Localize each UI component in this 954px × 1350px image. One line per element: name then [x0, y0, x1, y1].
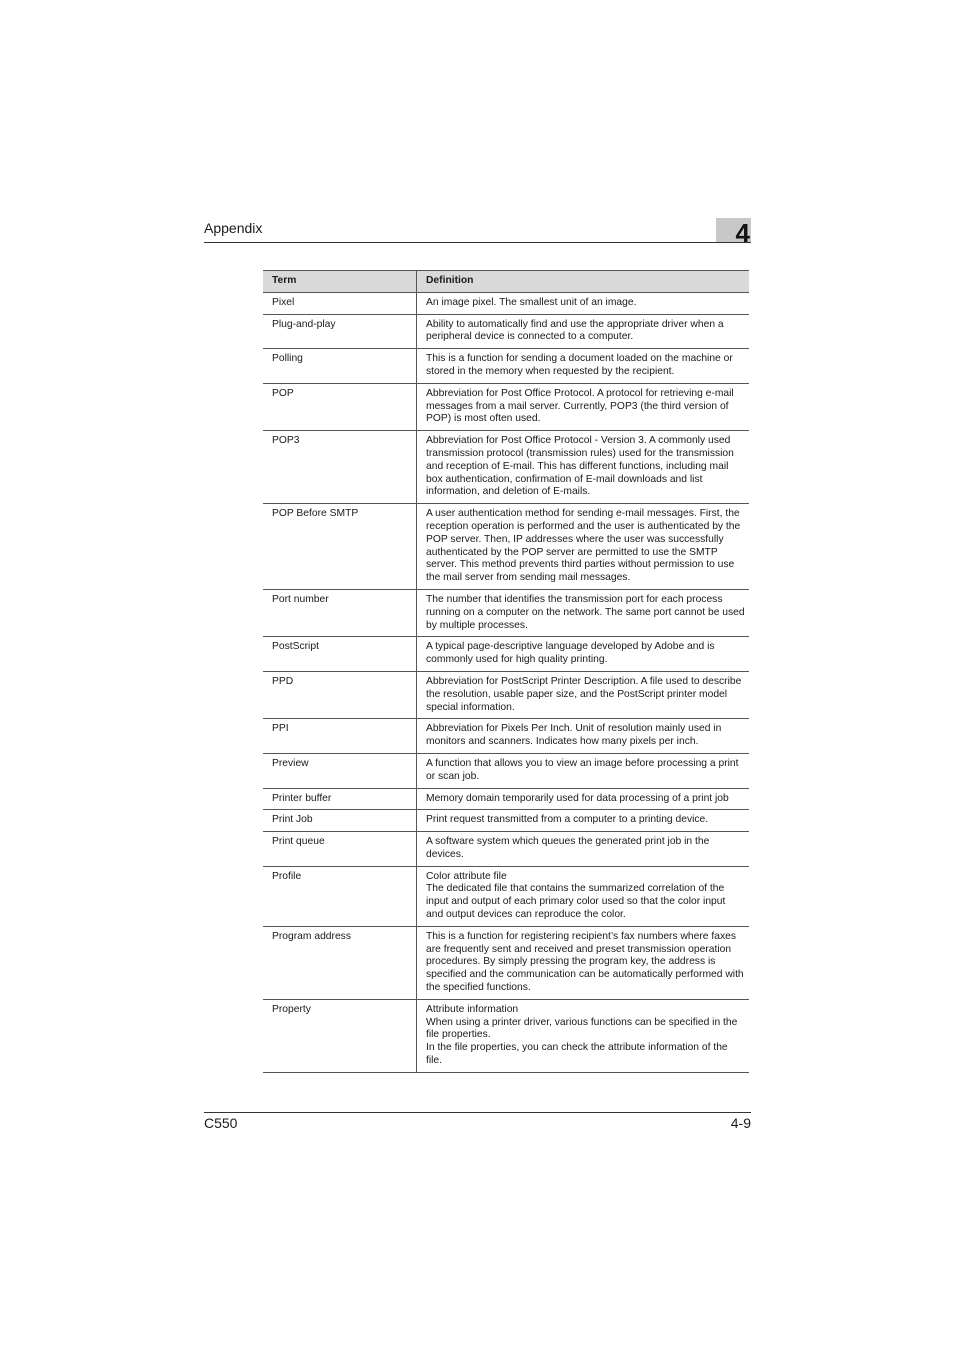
definition-cell — [417, 866, 750, 926]
column-header-term: Term — [263, 271, 417, 293]
term-cell: PPD — [263, 671, 417, 718]
term-cell: Polling — [263, 349, 417, 384]
glossary-table-body — [263, 292, 749, 1072]
term-cell: Program address — [263, 926, 417, 999]
definition-text: Abbreviation for Post Office Protocol - Version 3. A commonly used transmission protocol (transmission rules) used for the transmission and reception of E-mail. This has different functions, including mail box authentication, confirmation of E-mail downloads and list information, and deletion of E-mails. — [426, 435, 734, 498]
definition-cell — [417, 753, 750, 788]
term-cell: Property — [263, 999, 417, 1072]
table-row — [263, 810, 749, 832]
header-rule — [204, 242, 751, 243]
chapter-number: 4 — [735, 218, 750, 248]
footer-page-number: 4-9 — [730, 1115, 751, 1131]
footer-rule — [204, 1112, 751, 1113]
footer-model-name: C550 — [204, 1115, 238, 1131]
definition-text: The dedicated file that contains the summarized correlation of the input and output of each primary color used so that the color input and output devices can reproduce the color. — [426, 883, 726, 921]
definition-cell — [417, 349, 750, 384]
definition-text: This is a function for sending a document loaded on the machine or stored in the memory when requested by the recipient. — [426, 353, 733, 377]
term-cell: Preview — [263, 753, 417, 788]
table-row — [263, 349, 749, 384]
definition-text: Memory domain temporarily used for data processing of a print job — [426, 792, 729, 804]
table-row — [263, 832, 749, 867]
definition-text: Ability to automatically find and use the appropriate driver when a peripheral device is connected to a computer. — [426, 318, 724, 343]
term-cell: Printer buffer — [263, 788, 417, 810]
table-row — [263, 926, 749, 999]
term-cell: POP Before SMTP — [263, 504, 417, 590]
definition-cell — [417, 292, 750, 314]
table-row — [263, 866, 749, 926]
table-row — [263, 719, 749, 754]
definition-cell — [417, 431, 750, 504]
definition-text: Abbreviation for PostScript Printer Description. A file used to describe the resolution, usable paper size, and the PostScript printer model special information. — [426, 675, 742, 713]
definition-cell — [417, 810, 750, 832]
term-cell: POP3 — [263, 431, 417, 504]
table-row — [263, 671, 749, 718]
term-cell: Plug-and-play — [263, 314, 417, 349]
running-header-title: Appendix — [204, 220, 263, 236]
definition-text: In the file properties, you can check the attribute information of the file. — [426, 1042, 728, 1067]
term-cell: Profile — [263, 866, 417, 926]
definition-text: Abbreviation for Post Office Protocol. A protocol for retrieving e-mail messages from a mail server. Currently, POP3 (the third version of POP) is most often used. — [426, 387, 734, 425]
definition-cell — [417, 719, 750, 754]
term-cell: PPI — [263, 719, 417, 754]
definition-text: When using a printer driver, various functions can be specified in the file properties. — [426, 1016, 738, 1041]
definition-text: A user authentication method for sending e-mail messages. First, the reception operation is performed and the user is authenticated by the POP server. Then, IP addresses where the user was successfully authenticated by the POP server are permitted to use the SMTP server. This method prevents third parties without permission to use the mail server from sending mail messages. — [426, 508, 741, 584]
definition-cell — [417, 788, 750, 810]
definition-cell — [417, 314, 750, 349]
definition-text: An image pixel. The smallest unit of an image. — [426, 296, 637, 308]
definition-text: A software system which queues the generated print job in the devices. — [426, 836, 710, 860]
definition-cell — [417, 589, 750, 636]
definition-text: Print request transmitted from a computer to a printing device. — [426, 814, 709, 826]
definition-text: Abbreviation for Pixels Per Inch. Unit of resolution mainly used in monitors and scanners. Indicates how many pixels per inch. — [426, 723, 722, 748]
definition-text: Attribute information — [426, 1003, 519, 1015]
table-row — [263, 637, 749, 672]
column-header-definition: Definition — [417, 271, 750, 293]
definition-cell — [417, 504, 750, 590]
chapter-tab — [716, 218, 751, 248]
definition-cell — [417, 383, 750, 430]
table-row — [263, 999, 749, 1072]
table-row — [263, 753, 749, 788]
definition-text: A typical page-descriptive language developed by Adobe and is commonly used for high quality printing. — [426, 641, 715, 666]
table-row — [263, 292, 749, 314]
definition-cell — [417, 926, 750, 999]
term-cell: Print queue — [263, 832, 417, 867]
table-header-row — [263, 271, 749, 293]
table-row — [263, 383, 749, 430]
table-row — [263, 504, 749, 590]
definition-text: The number that identifies the transmission port for each process running on a computer on the network. The same port cannot be used by multiple processes. — [426, 593, 745, 631]
glossary-table — [263, 270, 749, 1073]
definition-cell — [417, 999, 750, 1072]
term-cell: Port number — [263, 589, 417, 636]
term-cell: POP — [263, 383, 417, 430]
term-cell: Print Job — [263, 810, 417, 832]
term-cell: PostScript — [263, 637, 417, 672]
definition-text: This is a function for registering recipient’s fax numbers where faxes are frequently sent and received and preset transmission operation procedures. By simply pressing the program key, the address is specified and the communication can be automatically performed with the specified functions. — [426, 930, 744, 994]
definition-cell — [417, 671, 750, 718]
definition-text: A function that allows you to view an image before processing a print or scan job. — [426, 757, 739, 782]
table-row — [263, 314, 749, 349]
definition-cell — [417, 637, 750, 672]
table-row — [263, 589, 749, 636]
term-cell: Pixel — [263, 292, 417, 314]
table-row — [263, 431, 749, 504]
definition-text: Color attribute file — [426, 870, 507, 882]
table-row — [263, 788, 749, 810]
definition-cell — [417, 832, 750, 867]
